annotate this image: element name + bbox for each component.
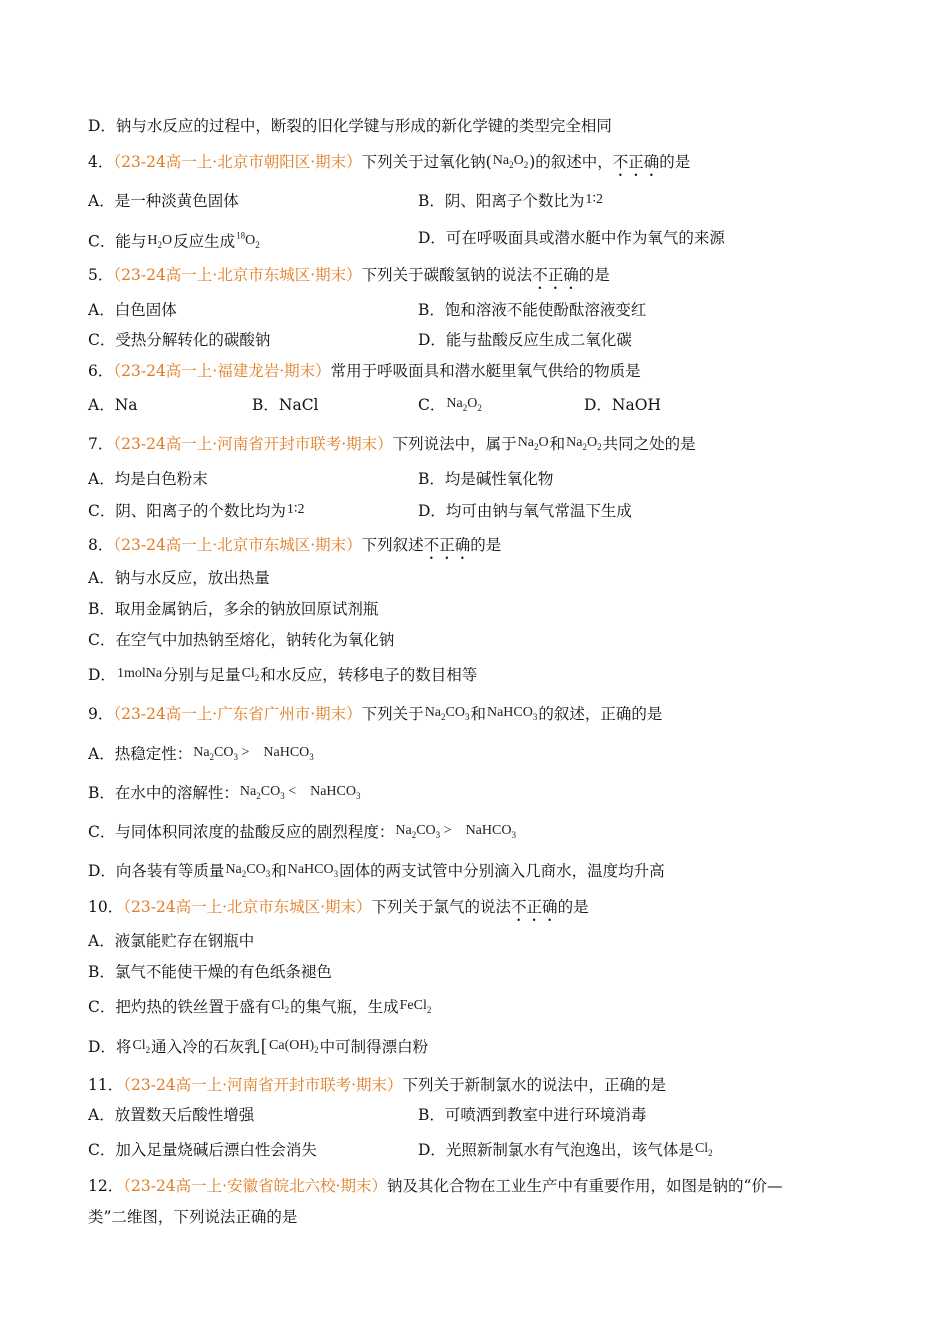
q7-option-a: A．均是白色粉末 [88, 470, 208, 488]
q5-negation-emphasis: 不正确 [532, 266, 579, 284]
q8-stem: 8．（23-24高一上·北京市东城区·期末）下列叙述不正确的是 [88, 536, 502, 554]
q11-option-a: A．放置数天后酸性增强 [88, 1106, 255, 1124]
q7-option-b: B．均是碱性氧化物 [418, 470, 554, 488]
q6-option-b: B．NaCl [252, 396, 319, 414]
q9-option-c: C．与同体积同浓度的盐酸反应的剧烈程度：$Na_2CO_3$ > NaHCO$_3$ [88, 823, 516, 841]
q5-option-c: C．受热分解转化的碳酸钠 [88, 331, 271, 349]
q4-formula: $Na_2O_2$ [492, 153, 529, 170]
q5-source: （23-24高一上·北京市东城区·期末） [113, 266, 362, 284]
q6-option-c: C．$Na_2O_2$ [418, 396, 482, 414]
q4-negation-emphasis: 不正确 [612, 153, 660, 171]
q6-stem: 6．（23-24高一上·福建龙岩·期末）常用于呼吸面具和潜水艇里氧气供给的物质是 [88, 362, 641, 380]
q4-stem: 4．（23-24高一上·北京市朝阳区·期末）下列关于过氧化钠$(Na_2O_2)$的叙述中，不正确的是 [88, 153, 691, 171]
q6-source: （23-24高一上·福建龙岩·期末） [113, 362, 331, 380]
q12-source: （23-24高一上·安徽省皖北六校·期末） [123, 1177, 388, 1195]
q10-option-d: D．将$Cl_2$通入冷的石灰乳[ $Ca(OH)_2$中可制得漂白粉 [88, 1036, 429, 1057]
q7-stem: 7．（23-24高一上·河南省开封市联考·期末）下列说法中，属于$Na_2O$和$Na_2O_2$共同之处的是 [88, 435, 696, 453]
q4-option-c: C．能与$H_2O$反应生成$^{18}O_2$ [88, 230, 260, 251]
q9-option-d: D．向各装有等质量$Na_2CO_3$和NaHCO$_3$固体的两支试管中分别滴入几商水，温度均升高 [88, 862, 665, 880]
q10-source: （23-24高一上·北京市东城区·期末） [123, 898, 372, 916]
q5-option-a: A．白色固体 [88, 301, 177, 319]
q8-option-b: B．取用金属钠后，多余的钠放回原试剂瓶 [88, 600, 379, 618]
q6-option-d: D．NaOH [584, 396, 661, 414]
q7-option-c: C．阴、阳离子的个数比均为1∶2 [88, 502, 305, 520]
q7-source: （23-24高一上·河南省开封市联考·期末） [113, 435, 393, 453]
q4-number: 4． [88, 153, 114, 171]
q9-source: （23-24高一上·广东省广州市·期末） [113, 705, 362, 723]
q8-option-c: C．在空气中加热钠至熔化，钠转化为氧化钠 [88, 631, 395, 649]
q11-option-c: C．加入足量烧碱后漂白性会消失 [88, 1141, 317, 1159]
q10-option-c: C．把灼热的铁丝置于盛有$Cl_2$的集气瓶，生成FeCl$_2$ [88, 998, 432, 1016]
q11-option-b: B．可喷洒到教室中进行环境消毒 [418, 1106, 647, 1124]
q8-source: （23-24高一上·北京市东城区·期末） [113, 536, 362, 554]
q4-option-a: A．是一种淡黄色固体 [88, 192, 239, 210]
q5-option-d: D．能与盐酸反应生成二氧化碳 [418, 331, 632, 349]
q8-option-a: A．钠与水反应，放出热量 [88, 569, 270, 587]
q8-option-d: D．1molNa分别与足量$Cl_2$和水反应，转移电子的数目相等 [88, 666, 478, 684]
q5-stem: 5．（23-24高一上·北京市东城区·期末）下列关于碳酸氢钠的说法不正确的是 [88, 266, 610, 284]
q10-negation-emphasis: 不正确 [511, 898, 558, 916]
q12-stem: 12．（23-24高一上·安徽省皖北六校·期末）钠及其化合物在工业生产中有重要作用，如图是钠的“价— [88, 1177, 783, 1195]
q10-option-b: B．氯气不能使干燥的有色纸条褪色 [88, 963, 332, 981]
q4-source: （23-24高一上·北京市朝阳区·期末） [113, 153, 362, 171]
q11-option-d: D．光照新制氯水有气泡逸出，该气体是$Cl_2$ [418, 1141, 713, 1159]
q5-option-b: B．饱和溶液不能使酚酞溶液变红 [418, 301, 647, 319]
q11-source: （23-24高一上·河南省开封市联考·期末） [123, 1076, 403, 1094]
q10-option-a: A．液氯能贮存在钢瓶中 [88, 932, 255, 950]
q9-option-b: B．在水中的溶解性：$Na_2CO_3$ < NaHCO$_3$ [88, 784, 361, 802]
q9-stem: 9．（23-24高一上·广东省广州市·期末）下列关于$Na_2CO_3$和NaHCO$_3$的叙述，正确的是 [88, 705, 663, 723]
q7-option-d: D．均可由钠与氧气常温下生成 [418, 502, 632, 520]
q9-option-a: A．热稳定性：$Na_2CO_3$ > NaHCO$_3$ [88, 745, 314, 763]
q11-stem: 11．（23-24高一上·河南省开封市联考·期末）下列关于新制氯水的说法中，正确的是 [88, 1076, 667, 1094]
q12-stem-line2: 类”二维图，下列说法正确的是 [88, 1208, 298, 1226]
q10-stem: 10．（23-24高一上·北京市东城区·期末）下列关于氯气的说法不正确的是 [88, 898, 589, 916]
q4-option-b: B．阴、阳离子个数比为1∶2 [418, 192, 604, 210]
q8-negation-emphasis: 不正确 [423, 536, 471, 554]
q6-option-a: A．Na [88, 396, 138, 414]
q3-option-d: D．钠与水反应的过程中，断裂的旧化学键与形成的新化学键的类型完全相同 [88, 117, 612, 135]
q4-option-d: D．可在呼吸面具或潜水艇中作为氧气的来源 [418, 229, 725, 247]
